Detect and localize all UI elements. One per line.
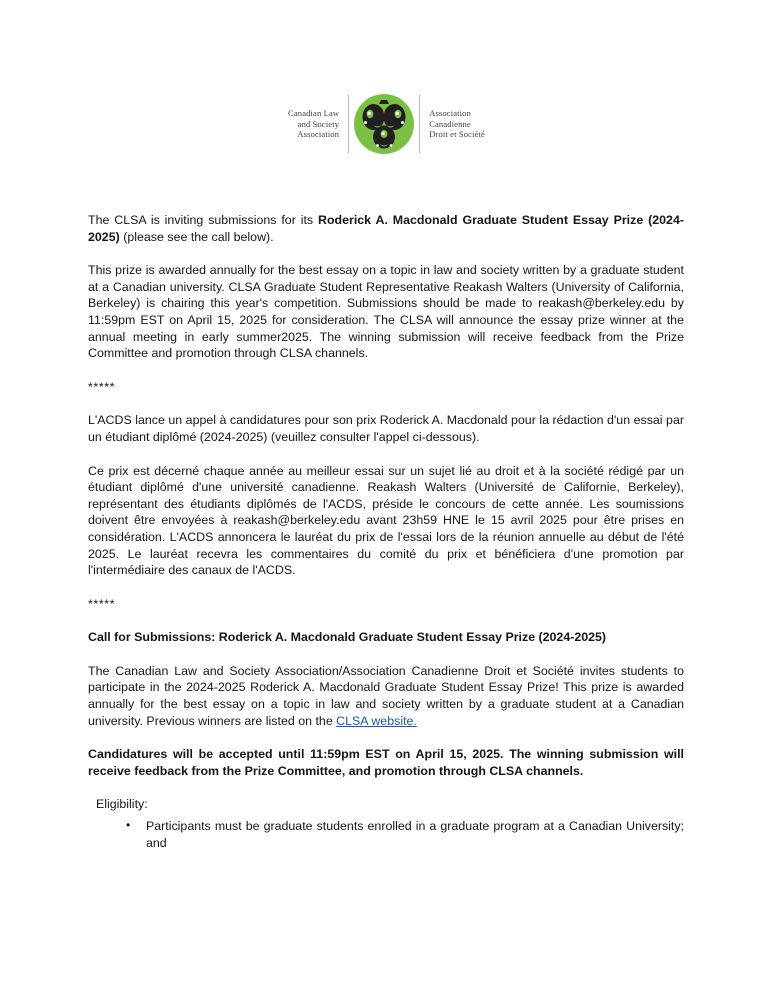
paragraph-english-details: This prize is awarded annually for the best essay on a topic in law and society written by a graduate student at a Canadian university. CLSA Graduate Student Representative Reakash Walters (University of California, Berkeley) is chairing this year's competition. Submissions should be made to reakash@berkeley.edu by 11:59pm EST on April 15, 2025 for consideration. The CLSA will announce the essay prize winner at the annual meeting in early summer2025. The winning submission will receive feedback from the Prize Committee and promotion through CLSA channels. — [88, 263, 684, 361]
separator-asterisks-2: ***** — [88, 596, 116, 611]
logo-french-line-2: Canadienne — [429, 118, 471, 129]
call-paragraph-text: The Canadian Law and Society Association/Association Canadienne Droit et Société invites students to participate in the 2024-2025 Roderick A. Macdonald Graduate Student Essay Prize! This prize is awarded annually for the best essay on a topic in law and society written by a graduate student at a Canadian university. Previous winners are listed on the — [88, 663, 684, 728]
separator-asterisks-1: ***** — [88, 379, 116, 394]
logo-text-english — [288, 108, 348, 140]
paragraph-french-intro: L'ACDS lance un appel à candidatures pour son prix Roderick A. Macdonald pour la rédaction d'un essai par un étudiant diplômé (2024-2025) (veuillez consulter l'appel ci-dessous). — [88, 413, 684, 444]
eligibility-list — [88, 818, 684, 851]
logo-french-line-3: Droit et Société — [429, 129, 485, 140]
masthead — [0, 86, 773, 162]
call-for-submissions-paragraph — [88, 663, 684, 729]
call-for-submissions-heading: Call for Submissions: Roderick A. Macdonald Graduate Student Essay Prize (2024-2025) — [88, 630, 607, 645]
logo-english-line-2: and Society — [297, 118, 340, 129]
eligibility-label: Eligibility: — [96, 797, 148, 812]
document-body — [88, 212, 684, 853]
clsa-website-link[interactable]: CLSA website. — [336, 713, 417, 728]
list-item: • Participants must be graduate students enrolled in a graduate program at a Canadian University; and — [146, 818, 684, 851]
intro-paragraph — [88, 212, 684, 245]
paragraph-french-details: Ce prix est décerné chaque année au meilleur essai sur un sujet lié au droit et à la société rédigé par un étudiant diplômé d'une université canadienne. Reakash Walters (Université de Californie, Berkeley), représentant des étudiants diplômés de l'ACDS, préside le concours de cette année. Les soumissions doivent être envoyées à reakash@berkeley.edu avant 23h59 HNE le 15 avril 2025 pour être prises en considération. L'ACDS annoncera le lauréat du prix de l'essai lors de la réunion annuelle au début de l'été 2025. Le lauréat recevra les commentaires du comité du prix et bénéficiera d'une promotion par l'intermédiaire des canaux de l'ACDS. — [88, 463, 684, 578]
intro-text-after: (please see the call below). — [119, 229, 274, 244]
logo-english-line-3: Association — [297, 129, 340, 140]
candidatures-paragraph — [88, 746, 684, 779]
prize-title-bold: Roderick A. Macdonald Graduate Student Essay Prize (2024-2025) — [88, 213, 684, 244]
clsa-haida-crest-logo-icon — [349, 89, 419, 159]
logo-text-french — [420, 108, 485, 140]
logo-english-line-1: Canadian Law — [288, 108, 340, 119]
clsa-logo-lockup — [288, 86, 485, 162]
logo-french-line-1: Association — [429, 108, 471, 119]
candidatures-bold-text: Candidatures will be accepted until 11:59pm EST on April 15, 2025. The winning submission will receive feedback from the Prize Committee, and promotion through CLSA channels. — [88, 747, 684, 778]
intro-text-before: The CLSA is inviting submissions for its — [88, 213, 318, 227]
